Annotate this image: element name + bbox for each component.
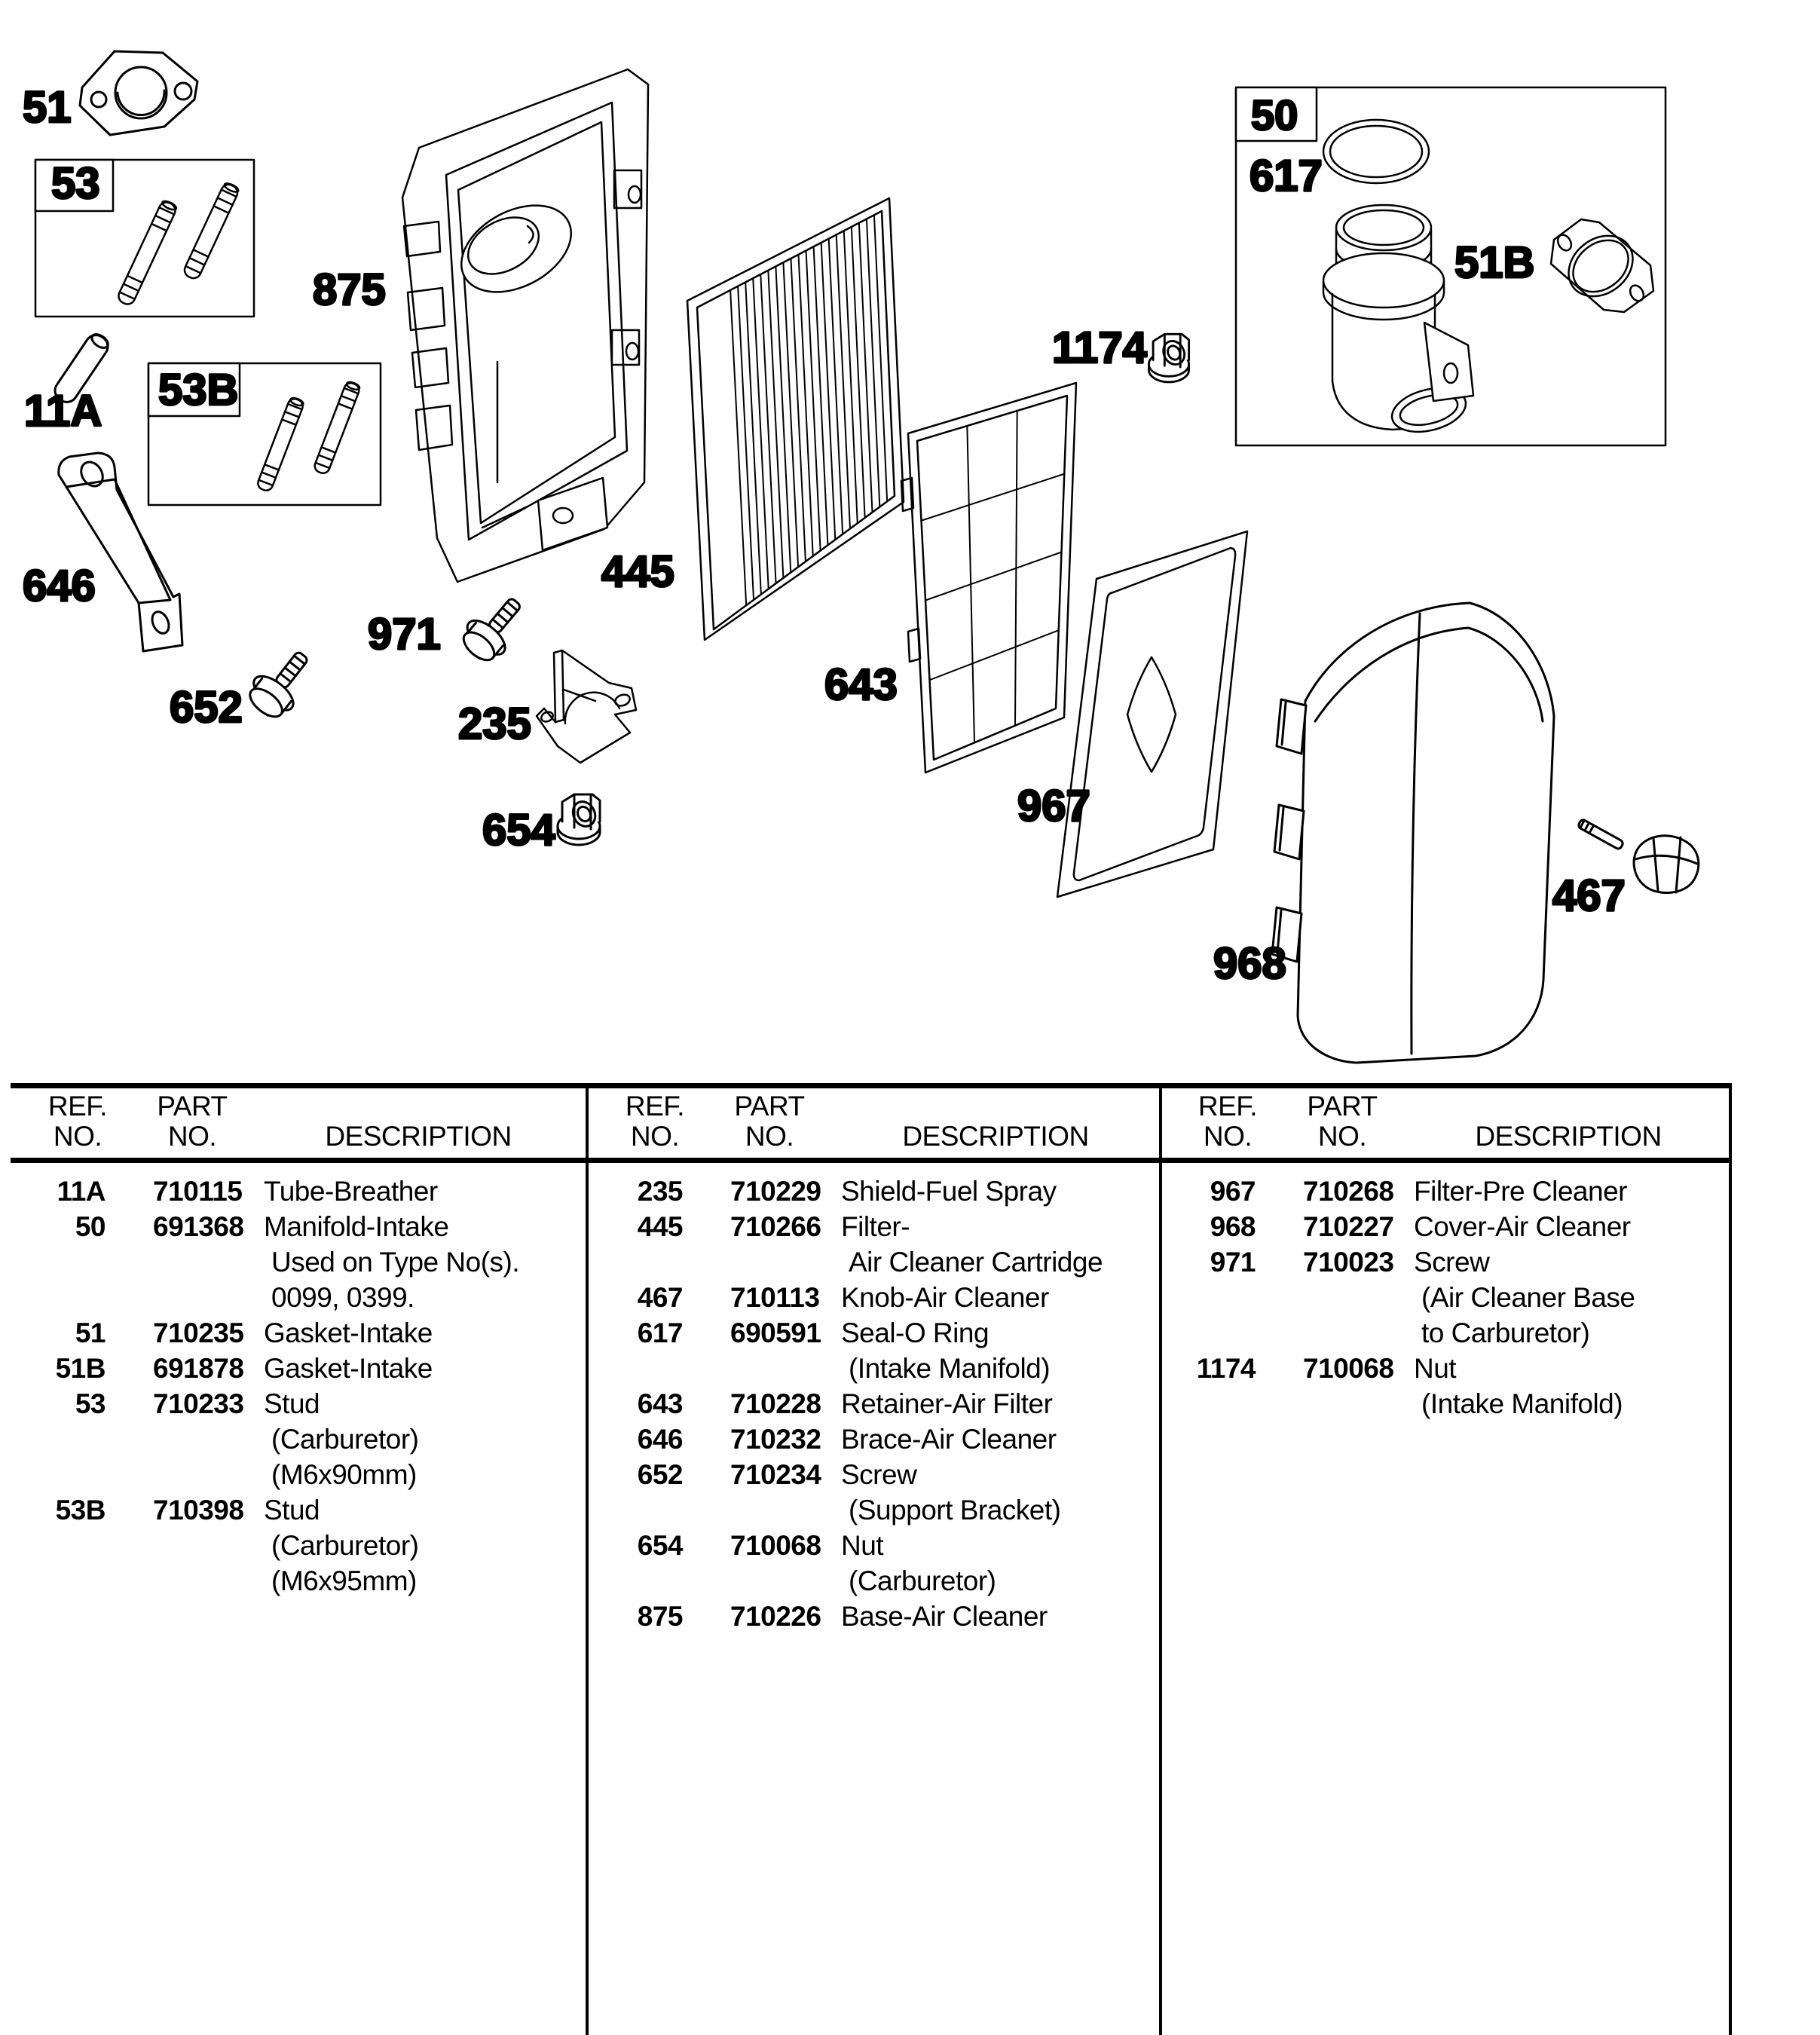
table-row — [1161, 1388, 1734, 1424]
table-row — [1161, 1176, 1734, 1211]
ref-header-no: NO. — [630, 1121, 680, 1152]
part-cell: 710226 — [730, 1601, 821, 1632]
table-row — [1161, 1211, 1734, 1247]
table-row — [589, 1388, 1161, 1424]
table-row — [589, 1459, 1161, 1495]
manifold-box-50-drawing — [1236, 87, 1666, 445]
table-row — [11, 1495, 584, 1530]
ref-cell: 967 — [1210, 1176, 1256, 1207]
part-cell: 691368 — [153, 1211, 244, 1242]
desc-cell: (Intake Manifold) — [1421, 1388, 1623, 1419]
desc-cell: Screw — [841, 1459, 917, 1490]
part-cell: 710113 — [730, 1282, 820, 1313]
part-label-1174: 1174 — [1052, 323, 1147, 372]
ref-cell: 50 — [75, 1211, 106, 1242]
shield-fuel-spray-235-drawing — [537, 650, 636, 763]
ref-cell: 654 — [637, 1530, 683, 1561]
ref-cell: 51 — [75, 1317, 106, 1348]
ref-cell: 235 — [637, 1176, 683, 1207]
ref-cell: 968 — [1210, 1211, 1256, 1242]
desc-cell: Stud — [264, 1388, 320, 1419]
table-row — [11, 1247, 584, 1282]
desc-cell: Nut — [1414, 1353, 1457, 1384]
part-label-11A: 11A — [24, 387, 102, 436]
part-header: PART — [1307, 1091, 1378, 1122]
part-cell: 710266 — [730, 1211, 821, 1242]
part-label-235: 235 — [458, 699, 531, 748]
desc-cell: Cover-Air Cleaner — [1414, 1211, 1631, 1242]
table-row — [589, 1530, 1161, 1565]
ref-cell: 875 — [637, 1601, 683, 1632]
table-row — [1161, 1317, 1734, 1353]
part-cell: 710227 — [1303, 1211, 1394, 1242]
screw-652-drawing — [242, 641, 322, 724]
ref-header: REF. — [47, 1091, 108, 1122]
desc-cell: Gasket-Intake — [264, 1353, 433, 1384]
desc-cell: to Carburetor) — [1421, 1317, 1590, 1348]
part-label-654: 654 — [482, 806, 555, 855]
ref-cell: 646 — [637, 1424, 683, 1455]
part-cell: 691878 — [153, 1353, 244, 1384]
desc-cell: (Support Bracket) — [849, 1495, 1061, 1525]
desc-cell: Filter-Pre Cleaner — [1414, 1176, 1627, 1207]
table-top-rule — [11, 1083, 1730, 1088]
ref-cell: 51B — [55, 1353, 106, 1384]
description-header: DESCRIPTION — [902, 1121, 1089, 1152]
desc-cell: Manifold-Intake — [264, 1211, 449, 1242]
desc-cell: Used on Type No(s). — [271, 1247, 520, 1278]
part-label-467: 467 — [1552, 871, 1626, 920]
desc-cell: (Carburetor) — [271, 1530, 419, 1561]
table-row — [589, 1565, 1161, 1601]
description-header: DESCRIPTION — [1475, 1121, 1662, 1152]
table-row — [11, 1211, 584, 1247]
gasket-intake-51-drawing — [80, 51, 197, 135]
ref-cell: 652 — [637, 1459, 683, 1490]
table-row — [11, 1176, 584, 1211]
desc-cell: Base-Air Cleaner — [841, 1601, 1048, 1632]
part-header-no: NO. — [167, 1121, 217, 1152]
part-label-445: 445 — [601, 547, 674, 596]
part-cell: 710228 — [730, 1388, 821, 1419]
desc-cell: (Intake Manifold) — [849, 1353, 1051, 1384]
part-label-53: 53 — [51, 159, 100, 208]
part-cell: 710235 — [153, 1317, 244, 1348]
desc-cell: Gasket-Intake — [264, 1317, 433, 1348]
part-cell: 690591 — [730, 1317, 821, 1348]
table-row — [589, 1495, 1161, 1530]
part-label-652: 652 — [170, 683, 243, 732]
filter-pre-cleaner-967-drawing — [1057, 531, 1247, 897]
table-row — [11, 1459, 584, 1495]
table-row — [11, 1530, 584, 1565]
part-cell: 710229 — [730, 1176, 821, 1207]
desc-cell: (Carburetor) — [271, 1424, 419, 1455]
part-label-875: 875 — [313, 265, 386, 314]
desc-cell: 0099, 0399. — [271, 1282, 414, 1313]
ref-header-no: NO. — [53, 1121, 102, 1152]
ref-header: REF. — [625, 1091, 685, 1122]
ref-cell: 643 — [637, 1388, 683, 1419]
description-header: DESCRIPTION — [325, 1121, 512, 1152]
table-row — [1161, 1353, 1734, 1388]
table-row — [11, 1424, 584, 1459]
part-label-50: 50 — [1251, 91, 1298, 139]
table-row — [589, 1282, 1161, 1317]
table-row — [11, 1317, 584, 1353]
part-label-646: 646 — [23, 562, 96, 610]
part-cell: 710232 — [730, 1424, 821, 1455]
part-cell: 710234 — [730, 1459, 821, 1490]
part-label-51: 51 — [23, 83, 72, 132]
part-label-643: 643 — [824, 660, 898, 709]
desc-cell: Nut — [841, 1530, 884, 1561]
part-cell: 710233 — [153, 1388, 244, 1419]
parts-column-3 — [1161, 1176, 1734, 1424]
part-header: PART — [734, 1091, 805, 1122]
desc-cell: Brace-Air Cleaner — [841, 1424, 1057, 1455]
part-label-968: 968 — [1213, 939, 1286, 988]
nut-654-drawing — [558, 794, 600, 845]
part-label-51B: 51B — [1454, 238, 1535, 287]
table-row — [589, 1601, 1161, 1636]
table-row — [589, 1424, 1161, 1459]
desc-cell: Seal-O Ring — [841, 1317, 990, 1348]
ref-header-no: NO. — [1203, 1121, 1253, 1152]
ref-cell: 1174 — [1196, 1353, 1256, 1384]
filter-cartridge-445-drawing — [687, 198, 904, 640]
part-header-no: NO. — [745, 1121, 794, 1152]
table-row — [11, 1388, 584, 1424]
part-label-617: 617 — [1250, 151, 1323, 200]
table-row — [1161, 1282, 1734, 1317]
table-row — [11, 1282, 584, 1317]
desc-cell: (Carburetor) — [849, 1565, 996, 1596]
part-cell: 710023 — [1303, 1247, 1394, 1278]
table-row — [589, 1247, 1161, 1282]
desc-cell: Tube-Breather — [264, 1176, 438, 1207]
table-row — [589, 1353, 1161, 1388]
desc-cell: (M6x90mm) — [271, 1459, 417, 1490]
part-label-967: 967 — [1017, 782, 1090, 831]
desc-cell: Shield-Fuel Spray — [841, 1176, 1057, 1207]
ref-header: REF. — [1198, 1091, 1258, 1122]
table-row — [1161, 1247, 1734, 1282]
table-row — [11, 1565, 584, 1601]
part-header: PART — [157, 1091, 228, 1122]
ref-cell: 53B — [55, 1495, 106, 1525]
desc-cell: Filter- — [841, 1211, 910, 1242]
desc-cell: Screw — [1414, 1247, 1490, 1278]
part-cell: 710398 — [153, 1495, 244, 1525]
ref-cell: 11A — [57, 1176, 106, 1207]
base-air-cleaner-875-drawing — [402, 69, 648, 582]
part-cell: 710115 — [153, 1176, 243, 1207]
nut-1174-drawing — [1149, 334, 1188, 382]
ref-cell: 617 — [637, 1317, 683, 1348]
table-row — [589, 1317, 1161, 1353]
part-cell: 710268 — [1303, 1176, 1394, 1207]
cover-air-cleaner-968-drawing — [1272, 603, 1554, 1063]
parts-column-1 — [11, 1176, 584, 1601]
ref-cell: 971 — [1210, 1247, 1256, 1278]
table-header-rule — [11, 1158, 1730, 1163]
parts-column-2 — [589, 1176, 1161, 1636]
table-row — [589, 1211, 1161, 1247]
part-cell: 710068 — [1303, 1353, 1394, 1384]
desc-cell: (M6x95mm) — [271, 1565, 417, 1596]
desc-cell: Knob-Air Cleaner — [841, 1282, 1049, 1313]
table-row — [589, 1176, 1161, 1211]
part-cell: 710068 — [730, 1530, 821, 1561]
desc-cell: Air Cleaner Cartridge — [849, 1247, 1103, 1278]
ref-cell: 467 — [637, 1282, 683, 1313]
desc-cell: Stud — [264, 1495, 320, 1525]
screw-971-drawing — [455, 587, 534, 669]
part-label-971: 971 — [368, 610, 441, 659]
retainer-air-filter-643-drawing — [901, 383, 1076, 773]
desc-cell: Retainer-Air Filter — [841, 1388, 1053, 1419]
ref-cell: 53 — [75, 1388, 106, 1419]
ref-cell: 445 — [637, 1211, 683, 1242]
table-row — [11, 1353, 584, 1388]
part-label-53B: 53B — [158, 366, 239, 415]
desc-cell: (Air Cleaner Base — [1421, 1282, 1635, 1313]
part-header-no: NO. — [1317, 1121, 1367, 1152]
